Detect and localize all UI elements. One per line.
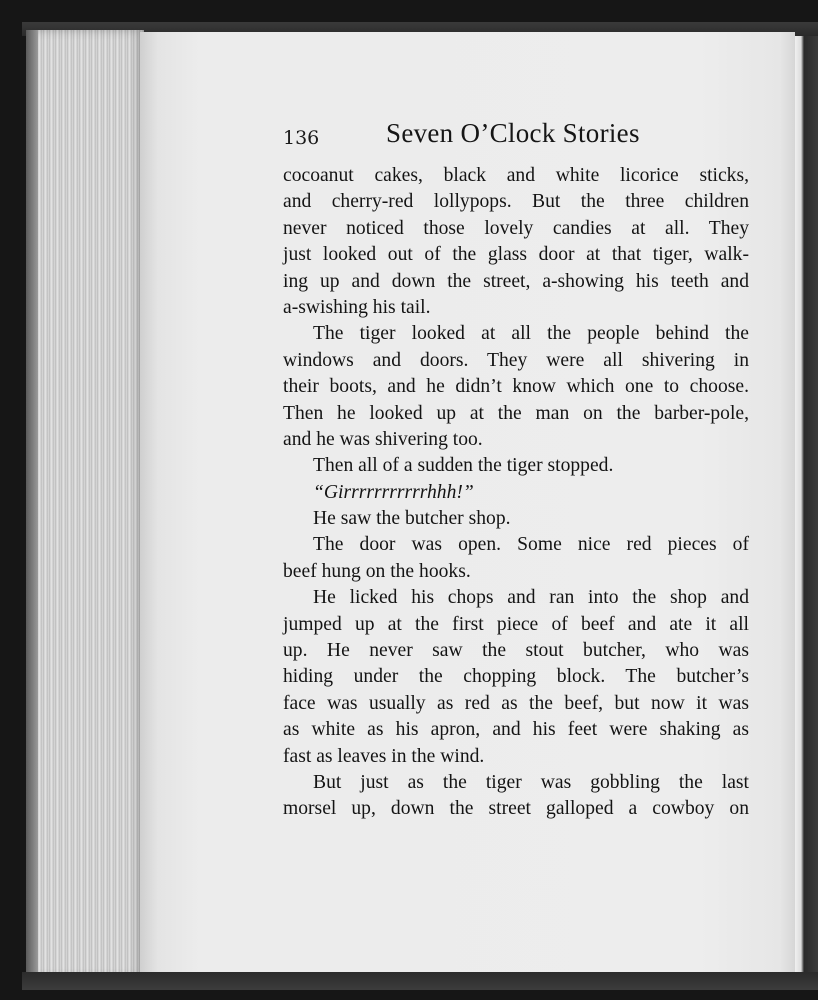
text-line: their boots, and he didn’t know which one to choose.: [283, 376, 749, 398]
text-line: and cherry-red lollypops. But the three children: [283, 191, 749, 213]
text-line: cocoanut cakes, black and white licorice sticks,: [283, 165, 749, 186]
text-line: windows and doors. They were all shivering in: [283, 349, 749, 371]
text-line: beef hung on the hooks.: [283, 560, 471, 582]
text-line: jumped up at the first piece of beef and ate it all: [283, 613, 749, 635]
text-line: as white as his apron, and his feet were shaking as: [283, 719, 749, 741]
text-line: He licked his chops and ran into the shop and: [313, 587, 749, 609]
text-line: up. He never saw the stout butcher, who was: [283, 640, 749, 662]
text-line: Then all of a sudden the tiger stopped.: [313, 455, 614, 477]
book-title: Seven O’Clock Stories: [386, 118, 640, 148]
text-line: But just as the tiger was gobbling the last: [313, 771, 749, 793]
page-edges-stack: [26, 30, 144, 978]
text-line: fast as leaves in the wind.: [283, 745, 485, 767]
right-page-edge: [795, 36, 818, 980]
text-line: Then he looked up at the man on the barber-pole,: [283, 402, 749, 424]
text-line: and he was shivering too.: [283, 428, 483, 450]
spine-shadow: [26, 30, 38, 978]
text-line: morsel up, down the street galloped a cowboy on: [283, 798, 749, 820]
text-line: never noticed those lovely candies at all. They: [283, 217, 749, 239]
story-text: [283, 163, 749, 823]
running-head: [283, 118, 753, 158]
text-line: a-swishing his tail.: [283, 296, 431, 318]
book-cover-bottom-edge: [22, 972, 818, 990]
text-line: ing up and down the street, a-showing his teeth and: [283, 270, 749, 292]
text-line: “Girrrrrrrrrrrhhh!”: [313, 481, 474, 503]
page-number: 136: [283, 127, 320, 149]
text-line: He saw the butcher shop.: [313, 508, 511, 530]
text-line: The tiger looked at all the people behind the: [313, 323, 749, 345]
text-line: hiding under the chopping block. The butcher’s: [283, 666, 749, 688]
text-line: face was usually as red as the beef, but now it was: [283, 692, 749, 714]
text-line: The door was open. Some nice red pieces of: [313, 534, 749, 556]
text-line: just looked out of the glass door at that tiger, walk-: [283, 244, 749, 266]
